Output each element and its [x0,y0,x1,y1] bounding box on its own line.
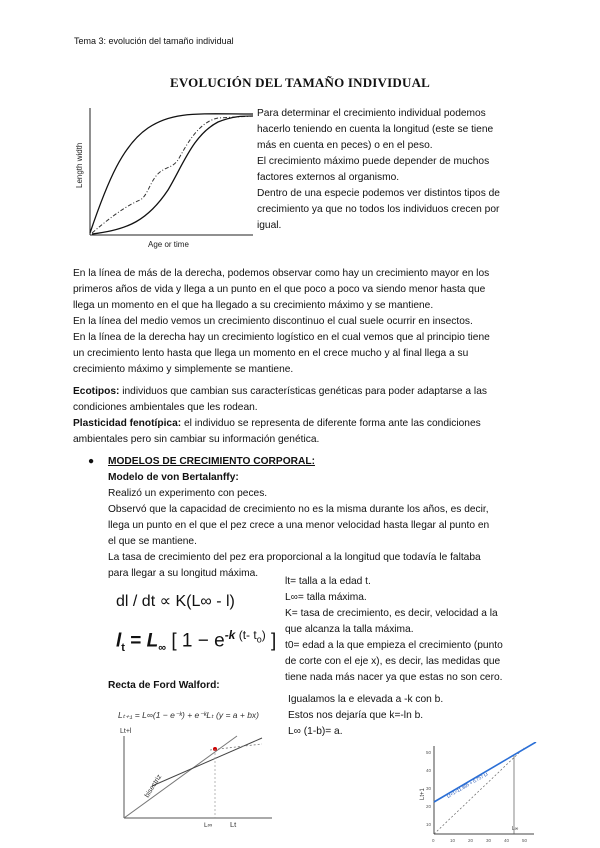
formula-linf: L [146,630,159,652]
ecotipos-term: Ecotipos: [73,386,120,397]
bertalanffy-line: para llegar a su longitud máxima. [108,568,259,579]
intro-line: más en cuenta en peces) o en el peso. [257,140,433,151]
rc-x-tick: 0 [432,838,435,843]
definition-line: t0= edad a la que empieza el crecimiento (punto [285,640,503,651]
definition-line: tiene nada más nacer ya que estas no son cero. [285,672,503,683]
bertalanffy-line: llega un punto en el que el pez crece a una menor velocidad hasta llegar al punto en [108,520,490,531]
paragraph-line: En la línea del medio vemos un crecimiento discontinuo el cual suele ocurrir en insectos. [73,316,473,327]
rc-y-tick: 40 [426,768,432,773]
bertalanffy-line: La tasa de crecimiento del pez era proporcional a la longitud que todavía le faltaba [108,552,481,563]
paragraph-line: primeros años de vida y llega a un punto en el que poco a poco va siendo menor hasta que [73,284,486,295]
page-title: EVOLUCIÓN DEL TAMAÑO INDIVIDUAL [169,75,431,90]
formula-bracket: [ 1 − e [166,630,225,652]
fw-regression-line [152,738,262,786]
intro-line: igual. [257,220,282,231]
intro-line: hacerlo teniendo en cuenta la longitud (este se tiene [257,124,494,135]
definition-line: lt= talla a la edad t. [285,576,371,587]
growth-figure-ylabel: Length width [75,142,84,188]
paragraph-line: un crecimiento lento hasta que llega un momento en el crece mucho y al final llega a su [73,348,469,359]
paragraph-line: En la línea de más de la derecha, podemos observar como hay un crecimiento mayor en los [73,268,490,279]
rc-line-label: Lt+1=11.895 + 0.757 Lt [446,771,489,799]
bertalanffy-block [108,470,489,582]
paragraph-line: En la línea de la derecha hay un crecimiento logístico en el cual vemos que al principio tiene [73,332,490,343]
definition-line: de corte con el eje x), es decir, las medidas que [285,656,501,667]
intro-line: crecimiento ya que no todos los individuos crecen por [257,204,500,215]
formula-definitions [285,574,503,686]
plasticidad-text: el individuo se representa de diferente forma ante las condiciones [181,418,481,429]
rc-x-tick: 40 [504,838,510,843]
rc-xinf-label: L∞ [512,826,519,832]
fw-xlabel: Lt [230,820,237,829]
ford-walford-formula: Lₜ₊₁ = L∞(1 − e⁻ᵏ) + e⁻ᵏLₜ (y = a + bx) [118,710,260,720]
bertalanffy-heading: Modelo de von Bertalanffy: [108,472,239,483]
fw-ylabel: Lt+l [120,728,132,735]
fw-bisector [124,736,237,818]
formula-linf-sub: ∞ [158,642,167,655]
curve-logistic [92,116,253,234]
regression-chart [412,742,540,846]
ecotipos-line [73,384,487,400]
curves-paragraph [73,266,490,378]
page-header: Tema 3: evolución del tamaño individual [74,36,234,46]
rc-ylabel: Lt+1 [420,788,426,800]
ford-walford-figure [112,700,282,835]
formula-exp-end: ) [261,628,266,642]
ecotipos-line2: condiciones ambientales que les rodean. [73,402,258,413]
formula-exp: (t- t [235,628,257,642]
growth-curves-figure [68,100,256,250]
rc-y-tick: 30 [426,786,432,791]
intro-line: factores externos al organismo. [257,172,400,183]
fw-xinf-label: L∞ [204,822,213,829]
ford-walford-line: L∞ (1-b)= a. [288,726,343,737]
intro-text [257,106,500,234]
ford-walford-line: Igualamos la e elevada a -k con b. [288,694,444,705]
rc-y-tick: 10 [426,822,432,827]
definition-line: K= tasa de crecimiento, es decir, velocidad a la [285,608,498,619]
definitions-block [73,384,487,448]
intro-line: El crecimiento máximo puede depender de muchos [257,156,490,167]
formula-eq: = [124,630,147,652]
plasticidad-term: Plasticidad fenotípica: [73,418,182,429]
plasticidad-line2: ambientales pero sin cambiar su información genética. [73,434,320,445]
ford-walford-heading: Recta de Ford Walford: [108,680,220,691]
curve-discontinuous [92,116,253,233]
rc-x-tick: 30 [486,838,492,843]
intro-line: Para determinar el crecimiento individual podemos [257,108,486,119]
rc-x-tick: 20 [468,838,474,843]
ecotipos-text: individuos que cambian sus características genéticas para poder adaptarse a las [119,386,487,397]
formula-exp-k: -k [224,628,236,642]
rc-x-tick: 10 [450,838,456,843]
rc-y-tick: 20 [426,804,432,809]
ford-walford-text [288,692,443,740]
formula-differential: dl / dt ∝ K(L∞ - l) [116,593,235,610]
bertalanffy-line: Observó que la capacidad de crecimiento no es la misma durante los años, es decir, [108,504,489,515]
fw-bisector-label: bisectriz [143,773,164,800]
formula-lt-sub: t [121,642,125,655]
formula-close: ] [265,630,277,652]
section-heading: MODELOS DE CRECIMIENTO CORPORAL: [108,456,315,467]
formula-exp-sub: o [256,634,262,645]
rc-bisector [434,748,524,834]
ford-walford-line: Estos nos dejaría que k=-ln b. [288,710,424,721]
growth-figure-xlabel: Age or time [148,240,189,249]
definition-line: que alcanza la talla máxima. [285,624,414,635]
paragraph-line: crecimiento máximo y simplemente se mantiene. [73,364,294,375]
definition-line: L∞= talla máxima. [285,592,367,603]
bullet-icon: ● [88,456,95,467]
bertalanffy-line: el que se mantiene. [108,536,197,547]
formula-von-bertalanffy [116,628,276,654]
intro-line: Dentro de una especie podemos ver distintos tipos de [257,188,500,199]
rc-x-tick: 50 [522,838,528,843]
formula-lt: l [116,630,122,652]
paragraph-line: llega un momento en el que ha llegado a su crecimiento máximo y se mantiene. [73,300,434,311]
bertalanffy-line: Realizó un experimento con peces. [108,488,268,499]
rc-y-tick: 50 [426,750,432,755]
plasticidad-line [73,416,487,432]
